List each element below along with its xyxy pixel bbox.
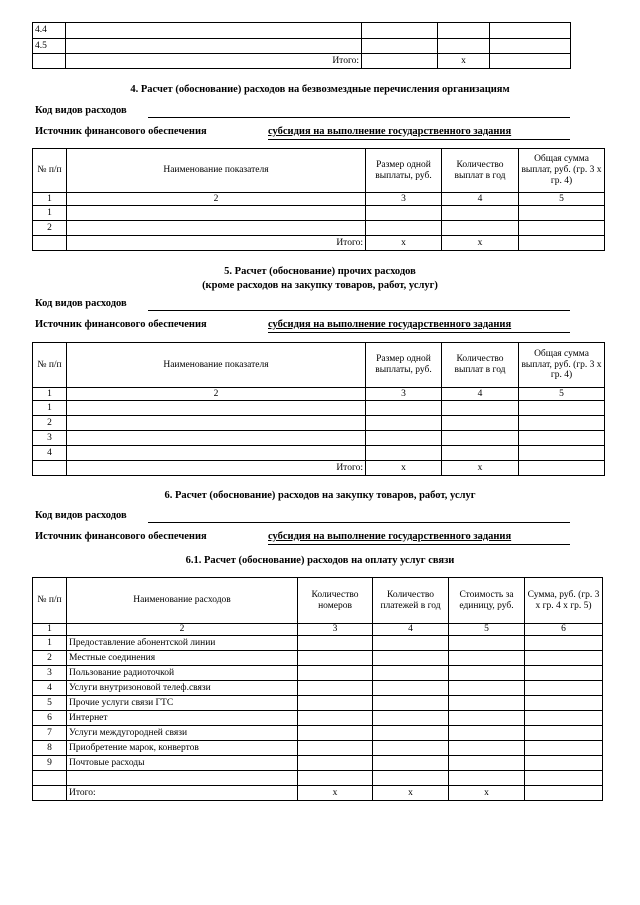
cell xyxy=(298,681,373,696)
cell xyxy=(298,771,373,786)
row-name: Интернет xyxy=(67,711,298,726)
header-name: Наименование показателя xyxy=(67,149,366,193)
cell xyxy=(33,461,67,476)
row-number: 3 xyxy=(33,666,67,681)
header-row xyxy=(33,149,605,193)
table-row xyxy=(33,416,605,431)
col-number: 1 xyxy=(33,624,67,636)
cell xyxy=(373,726,449,741)
col-number: 1 xyxy=(33,193,67,206)
header-count: Количество выплат в год xyxy=(442,343,519,388)
header-row xyxy=(33,343,605,388)
section4-title: 4. Расчет (обоснование) расходов на безвозмездные перечисления организациям xyxy=(130,84,510,95)
cell xyxy=(373,696,449,711)
total-row xyxy=(33,236,605,251)
row-name xyxy=(66,23,362,39)
cell xyxy=(366,206,442,221)
table-row xyxy=(33,206,605,221)
top-continuation-table xyxy=(32,22,571,69)
row-number: 4.4 xyxy=(33,23,66,39)
col-number: 3 xyxy=(298,624,373,636)
row-number: 4 xyxy=(33,681,67,696)
table-row xyxy=(33,401,605,416)
total-x: x xyxy=(373,786,449,801)
table-row xyxy=(33,446,605,461)
total-x: x xyxy=(438,54,490,69)
row-name: Местные соединения xyxy=(67,651,298,666)
col-number: 5 xyxy=(519,193,605,206)
table-row xyxy=(33,741,603,756)
row-number: 3 xyxy=(33,431,67,446)
cell xyxy=(490,23,571,39)
row-name: Приобретение марок, конвертов xyxy=(67,741,298,756)
section5-source-value: субсидия на выполнение государственного задания xyxy=(268,319,512,330)
cell xyxy=(490,54,571,69)
cell xyxy=(525,681,603,696)
cell xyxy=(442,221,519,236)
row-number: 8 xyxy=(33,741,67,756)
row-name: Прочие услуги связи ГТС xyxy=(67,696,298,711)
total-row xyxy=(33,54,571,69)
cell xyxy=(298,696,373,711)
header-total: Общая сумма выплат, руб. (гр. 3 х гр. 4) xyxy=(519,149,605,193)
total-row xyxy=(33,786,603,801)
row-number: 7 xyxy=(33,726,67,741)
cell xyxy=(519,461,605,476)
section61-table xyxy=(32,577,603,801)
total-label: Итого: xyxy=(67,236,366,251)
column-numbers-row xyxy=(33,193,605,206)
row-name: Услуги внутризоновой телеф.связи xyxy=(67,681,298,696)
row-number: 2 xyxy=(33,416,67,431)
table-row xyxy=(33,726,603,741)
cell xyxy=(519,401,605,416)
cell xyxy=(362,54,438,69)
section6-code-label: Код видов расходов xyxy=(35,510,127,521)
cell xyxy=(67,401,366,416)
section5-code-label: Код видов расходов xyxy=(35,298,127,309)
cell xyxy=(298,666,373,681)
section5-title: 5. Расчет (обоснование) прочих расходов xyxy=(224,266,416,277)
header-payments: Количество платежей в год xyxy=(373,578,449,624)
section6-code-field xyxy=(148,522,570,523)
col-number: 3 xyxy=(366,388,442,401)
total-x: x xyxy=(366,236,442,251)
row-number: 4.5 xyxy=(33,39,66,54)
cell xyxy=(519,431,605,446)
cell xyxy=(362,39,438,54)
cell xyxy=(449,681,525,696)
section5-code-field xyxy=(148,310,570,311)
section4-source-label: Источник финансового обеспечения xyxy=(35,126,207,137)
cell xyxy=(525,771,603,786)
section4-code-field xyxy=(148,117,570,118)
header-number: № п/п xyxy=(33,578,67,624)
col-number: 2 xyxy=(67,624,298,636)
row-name: Пользование радиоточкой xyxy=(67,666,298,681)
cell xyxy=(449,771,525,786)
col-number: 4 xyxy=(442,388,519,401)
cell xyxy=(519,446,605,461)
header-name: Наименование показателя xyxy=(67,343,366,388)
total-x: x xyxy=(366,461,442,476)
row-number: 1 xyxy=(33,206,67,221)
header-amount: Размер одной выплаты, руб. xyxy=(366,149,442,193)
section5-subtitle: (кроме расходов на закупку товаров, работ, услуг) xyxy=(202,280,438,291)
row-name: Почтовые расходы xyxy=(67,756,298,771)
section6-title: 6. Расчет (обоснование) расходов на закупку товаров, работ, услуг xyxy=(164,490,476,501)
cell xyxy=(33,786,67,801)
cell xyxy=(373,741,449,756)
section6-source-line xyxy=(268,544,570,545)
cell xyxy=(525,666,603,681)
table-row xyxy=(33,221,605,236)
cell xyxy=(298,756,373,771)
cell xyxy=(373,756,449,771)
table-row xyxy=(33,666,603,681)
col-number: 2 xyxy=(67,388,366,401)
total-x: x xyxy=(298,786,373,801)
cell xyxy=(298,726,373,741)
section61-title: 6.1. Расчет (обоснование) расходов на оплату услуг связи xyxy=(185,555,455,566)
cell xyxy=(525,726,603,741)
section6-source-value: субсидия на выполнение государственного задания xyxy=(268,531,512,542)
cell xyxy=(525,651,603,666)
cell xyxy=(525,696,603,711)
cell xyxy=(33,236,67,251)
row-number: 2 xyxy=(33,221,67,236)
cell xyxy=(373,666,449,681)
col-number: 3 xyxy=(366,193,442,206)
section4-code-label: Код видов расходов xyxy=(35,105,127,116)
col-number: 5 xyxy=(519,388,605,401)
section6-source-label: Источник финансового обеспечения xyxy=(35,531,207,542)
section4-source-value: субсидия на выполнение государственного задания xyxy=(268,126,512,137)
table-row xyxy=(33,696,603,711)
row-number: 4 xyxy=(33,446,67,461)
cell xyxy=(33,54,66,69)
cell xyxy=(449,756,525,771)
cell xyxy=(442,401,519,416)
cell xyxy=(449,696,525,711)
cell xyxy=(67,206,366,221)
header-number: № п/п xyxy=(33,343,67,388)
cell xyxy=(449,711,525,726)
total-x: x xyxy=(442,236,519,251)
cell xyxy=(362,23,438,39)
header-row xyxy=(33,578,603,624)
header-amount: Размер одной выплаты, руб. xyxy=(366,343,442,388)
header-count: Количество выплат в год xyxy=(442,149,519,193)
col-number: 4 xyxy=(373,624,449,636)
cell xyxy=(366,446,442,461)
cell xyxy=(442,431,519,446)
cell xyxy=(525,636,603,651)
section5-source-line xyxy=(268,332,570,333)
cell xyxy=(373,771,449,786)
total-row xyxy=(33,461,605,476)
cell xyxy=(519,236,605,251)
col-number: 5 xyxy=(449,624,525,636)
cell xyxy=(442,206,519,221)
col-number: 1 xyxy=(33,388,67,401)
cell xyxy=(525,711,603,726)
section5-table xyxy=(32,342,605,476)
cell xyxy=(33,771,67,786)
table-row xyxy=(33,651,603,666)
cell xyxy=(438,39,490,54)
row-number: 1 xyxy=(33,401,67,416)
table-row xyxy=(33,711,603,726)
cell xyxy=(490,39,571,54)
row-number: 2 xyxy=(33,651,67,666)
row-number: 9 xyxy=(33,756,67,771)
table-row xyxy=(33,756,603,771)
cell xyxy=(449,666,525,681)
table-row xyxy=(33,681,603,696)
cell xyxy=(67,446,366,461)
total-label: Итого: xyxy=(66,54,362,69)
table-row xyxy=(33,636,603,651)
cell xyxy=(298,741,373,756)
cell xyxy=(519,416,605,431)
total-x: x xyxy=(442,461,519,476)
cell xyxy=(373,711,449,726)
cell xyxy=(442,416,519,431)
header-sum: Сумма, руб. (гр. 3 х гр. 4 х гр. 5) xyxy=(525,578,603,624)
header-name: Наименование расходов xyxy=(67,578,298,624)
cell xyxy=(449,726,525,741)
section5-source-label: Источник финансового обеспечения xyxy=(35,319,207,330)
row-name xyxy=(66,39,362,54)
cell xyxy=(67,771,298,786)
table-row xyxy=(33,771,603,786)
cell xyxy=(366,221,442,236)
cell xyxy=(519,221,605,236)
cell xyxy=(366,416,442,431)
cell xyxy=(519,206,605,221)
cell xyxy=(449,741,525,756)
cell xyxy=(442,446,519,461)
cell xyxy=(366,431,442,446)
table-row xyxy=(33,39,571,54)
total-label: Итого: xyxy=(67,461,366,476)
cell xyxy=(525,756,603,771)
cell xyxy=(298,636,373,651)
header-unit-cost: Стоимость за единицу, руб. xyxy=(449,578,525,624)
cell xyxy=(438,23,490,39)
cell xyxy=(373,636,449,651)
row-name: Предоставление абонентской линии xyxy=(67,636,298,651)
total-label: Итого: xyxy=(67,786,298,801)
cell xyxy=(449,651,525,666)
cell xyxy=(298,651,373,666)
table-row xyxy=(33,23,571,39)
column-numbers-row xyxy=(33,388,605,401)
cell xyxy=(373,681,449,696)
section4-source-line xyxy=(268,139,570,140)
header-numbers-count: Количество номеров xyxy=(298,578,373,624)
col-number: 4 xyxy=(442,193,519,206)
cell xyxy=(373,651,449,666)
cell xyxy=(67,431,366,446)
cell xyxy=(449,636,525,651)
col-number: 2 xyxy=(67,193,366,206)
table-row xyxy=(33,431,605,446)
row-number: 1 xyxy=(33,636,67,651)
header-total: Общая сумма выплат, руб. (гр. 3 х гр. 4) xyxy=(519,343,605,388)
section4-table xyxy=(32,148,605,251)
cell xyxy=(298,711,373,726)
row-number: 6 xyxy=(33,711,67,726)
col-number: 6 xyxy=(525,624,603,636)
row-number: 5 xyxy=(33,696,67,711)
cell xyxy=(67,221,366,236)
cell xyxy=(525,741,603,756)
row-name: Услуги междугородней связи xyxy=(67,726,298,741)
cell xyxy=(366,401,442,416)
total-x: x xyxy=(449,786,525,801)
cell xyxy=(525,786,603,801)
cell xyxy=(67,416,366,431)
header-number: № п/п xyxy=(33,149,67,193)
column-numbers-row xyxy=(33,624,603,636)
